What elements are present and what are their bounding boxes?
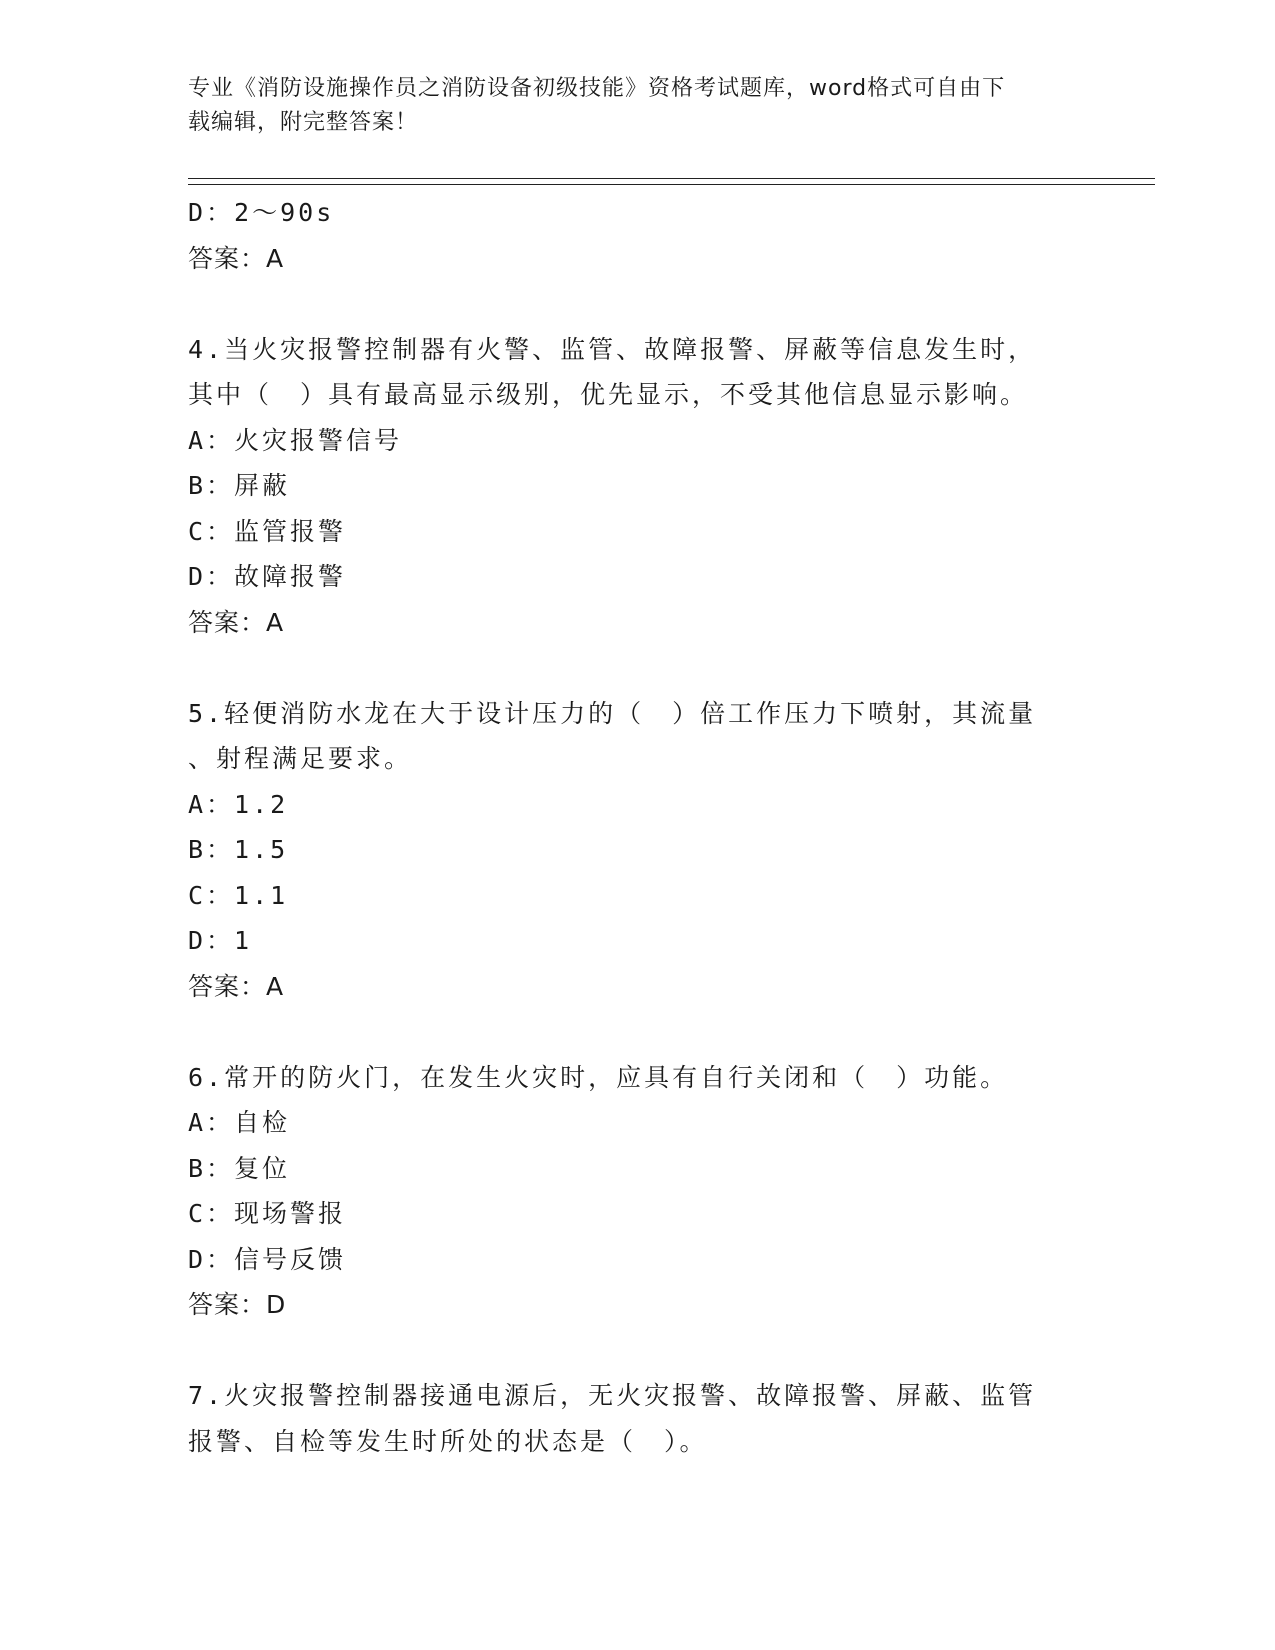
answer-line: 答案：D xyxy=(188,1290,287,1319)
answer-line: 答案：A xyxy=(188,607,285,637)
option-a: A：1.2 xyxy=(188,789,289,819)
option-a: A：自检 xyxy=(188,1108,291,1137)
question-5 xyxy=(188,691,1088,1010)
question-stem: 7.火灾报警控制器接通电源后，无火灾报警、故障报警、屏蔽、监管 xyxy=(188,1381,1037,1410)
option-d: D：信号反馈 xyxy=(188,1244,347,1274)
option-d: D：故障报警 xyxy=(188,562,347,591)
question-3-tail xyxy=(188,190,1088,281)
option-c: C：监管报警 xyxy=(188,516,347,546)
option-b: B：1.5 xyxy=(188,835,289,864)
header-divider-bottom xyxy=(188,184,1155,185)
question-stem: 其中（ ）具有最高显示级别，优先显示，不受其他信息显示影响。 xyxy=(188,380,1029,409)
option-d: D：2～90s xyxy=(188,198,335,227)
option-b: B：复位 xyxy=(188,1153,291,1183)
header-divider-top xyxy=(188,178,1155,179)
header-line-2: 载编辑，附完整答案！ xyxy=(188,110,419,135)
option-c: C：现场警报 xyxy=(188,1199,347,1228)
question-6 xyxy=(188,1055,1088,1328)
answer-line: 答案：A xyxy=(188,243,285,273)
option-c: C：1.1 xyxy=(188,880,289,910)
answer-line: 答案：A xyxy=(188,971,285,1001)
question-stem: 4.当火灾报警控制器有火警、监管、故障报警、屏蔽等信息发生时， xyxy=(188,334,1037,364)
option-d: D：1 xyxy=(188,926,253,955)
header-line-1: 专业《消防设施操作员之消防设备初级技能》资格考试题库，word格式可自由下 xyxy=(188,76,1006,101)
question-stem: 5.轻便消防水龙在大于设计压力的（ ）倍工作压力下喷射，其流量 xyxy=(188,698,1037,728)
question-list xyxy=(188,190,1088,1464)
question-7 xyxy=(188,1373,1088,1464)
document-header xyxy=(188,72,1088,140)
question-stem: 、射程满足要求。 xyxy=(188,744,413,773)
option-b: B：屏蔽 xyxy=(188,471,291,500)
question-4 xyxy=(188,327,1088,646)
option-a: A：火灾报警信号 xyxy=(188,425,403,455)
question-stem: 6.常开的防火门，在发生火灾时，应具有自行关闭和（ ）功能。 xyxy=(188,1062,1009,1092)
question-stem: 报警、自检等发生时所处的状态是（ ）。 xyxy=(188,1426,708,1456)
